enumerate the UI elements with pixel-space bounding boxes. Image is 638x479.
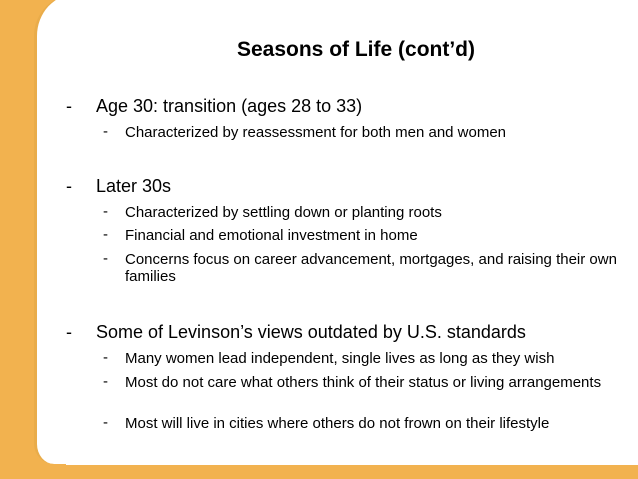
subbullet-live-in-cities xyxy=(103,415,635,432)
bullet-text: Later 30s xyxy=(96,176,172,196)
subbullet-independent-lives xyxy=(103,350,635,367)
subbullet-dash: - xyxy=(103,226,108,243)
subbullet-investment-home xyxy=(103,227,635,244)
bullet-dash: - xyxy=(66,176,72,196)
subbullet-dash: - xyxy=(103,203,108,220)
subbullet-settling-down xyxy=(103,204,635,221)
subbullet-status-arrangements xyxy=(103,374,635,391)
bullet-text: Age 30: transition (ages 28 to 33) xyxy=(96,96,363,116)
bullet-text: Some of Levinson’s views outdated by U.S. standards xyxy=(96,322,526,342)
subbullet-dash: - xyxy=(103,349,108,366)
slide-title: Seasons of Life (cont’d) xyxy=(236,38,475,61)
bullet-age-30-transition xyxy=(66,97,362,115)
subbullet-text: Most do not care what others think of their status or living arrangements xyxy=(125,374,602,391)
subbullet-reassessment xyxy=(103,124,635,141)
subbullet-text: Many women lead independent, single lives as long as they wish xyxy=(125,350,555,367)
subbullet-dash: - xyxy=(103,250,108,267)
subbullet-concerns-focus xyxy=(103,251,635,285)
bullet-later-30s xyxy=(66,177,171,195)
subbullet-dash: - xyxy=(103,373,108,390)
subbullet-text: Characterized by settling down or planting roots xyxy=(125,204,442,221)
bullet-dash: - xyxy=(66,96,72,116)
bullet-levinson-views xyxy=(66,323,526,341)
bullet-dash: - xyxy=(66,322,72,342)
subbullet-text: Concerns focus on career advancement, mortgages, and raising their own families xyxy=(125,251,617,285)
subbullet-text: Characterized by reassessment for both men and women xyxy=(125,124,507,141)
subbullet-text: Financial and emotional investment in home xyxy=(125,227,418,244)
subbullet-dash: - xyxy=(103,123,108,140)
subbullet-text: Most will live in cities where others do not frown on their lifestyle xyxy=(125,415,550,432)
subbullet-dash: - xyxy=(103,414,108,431)
